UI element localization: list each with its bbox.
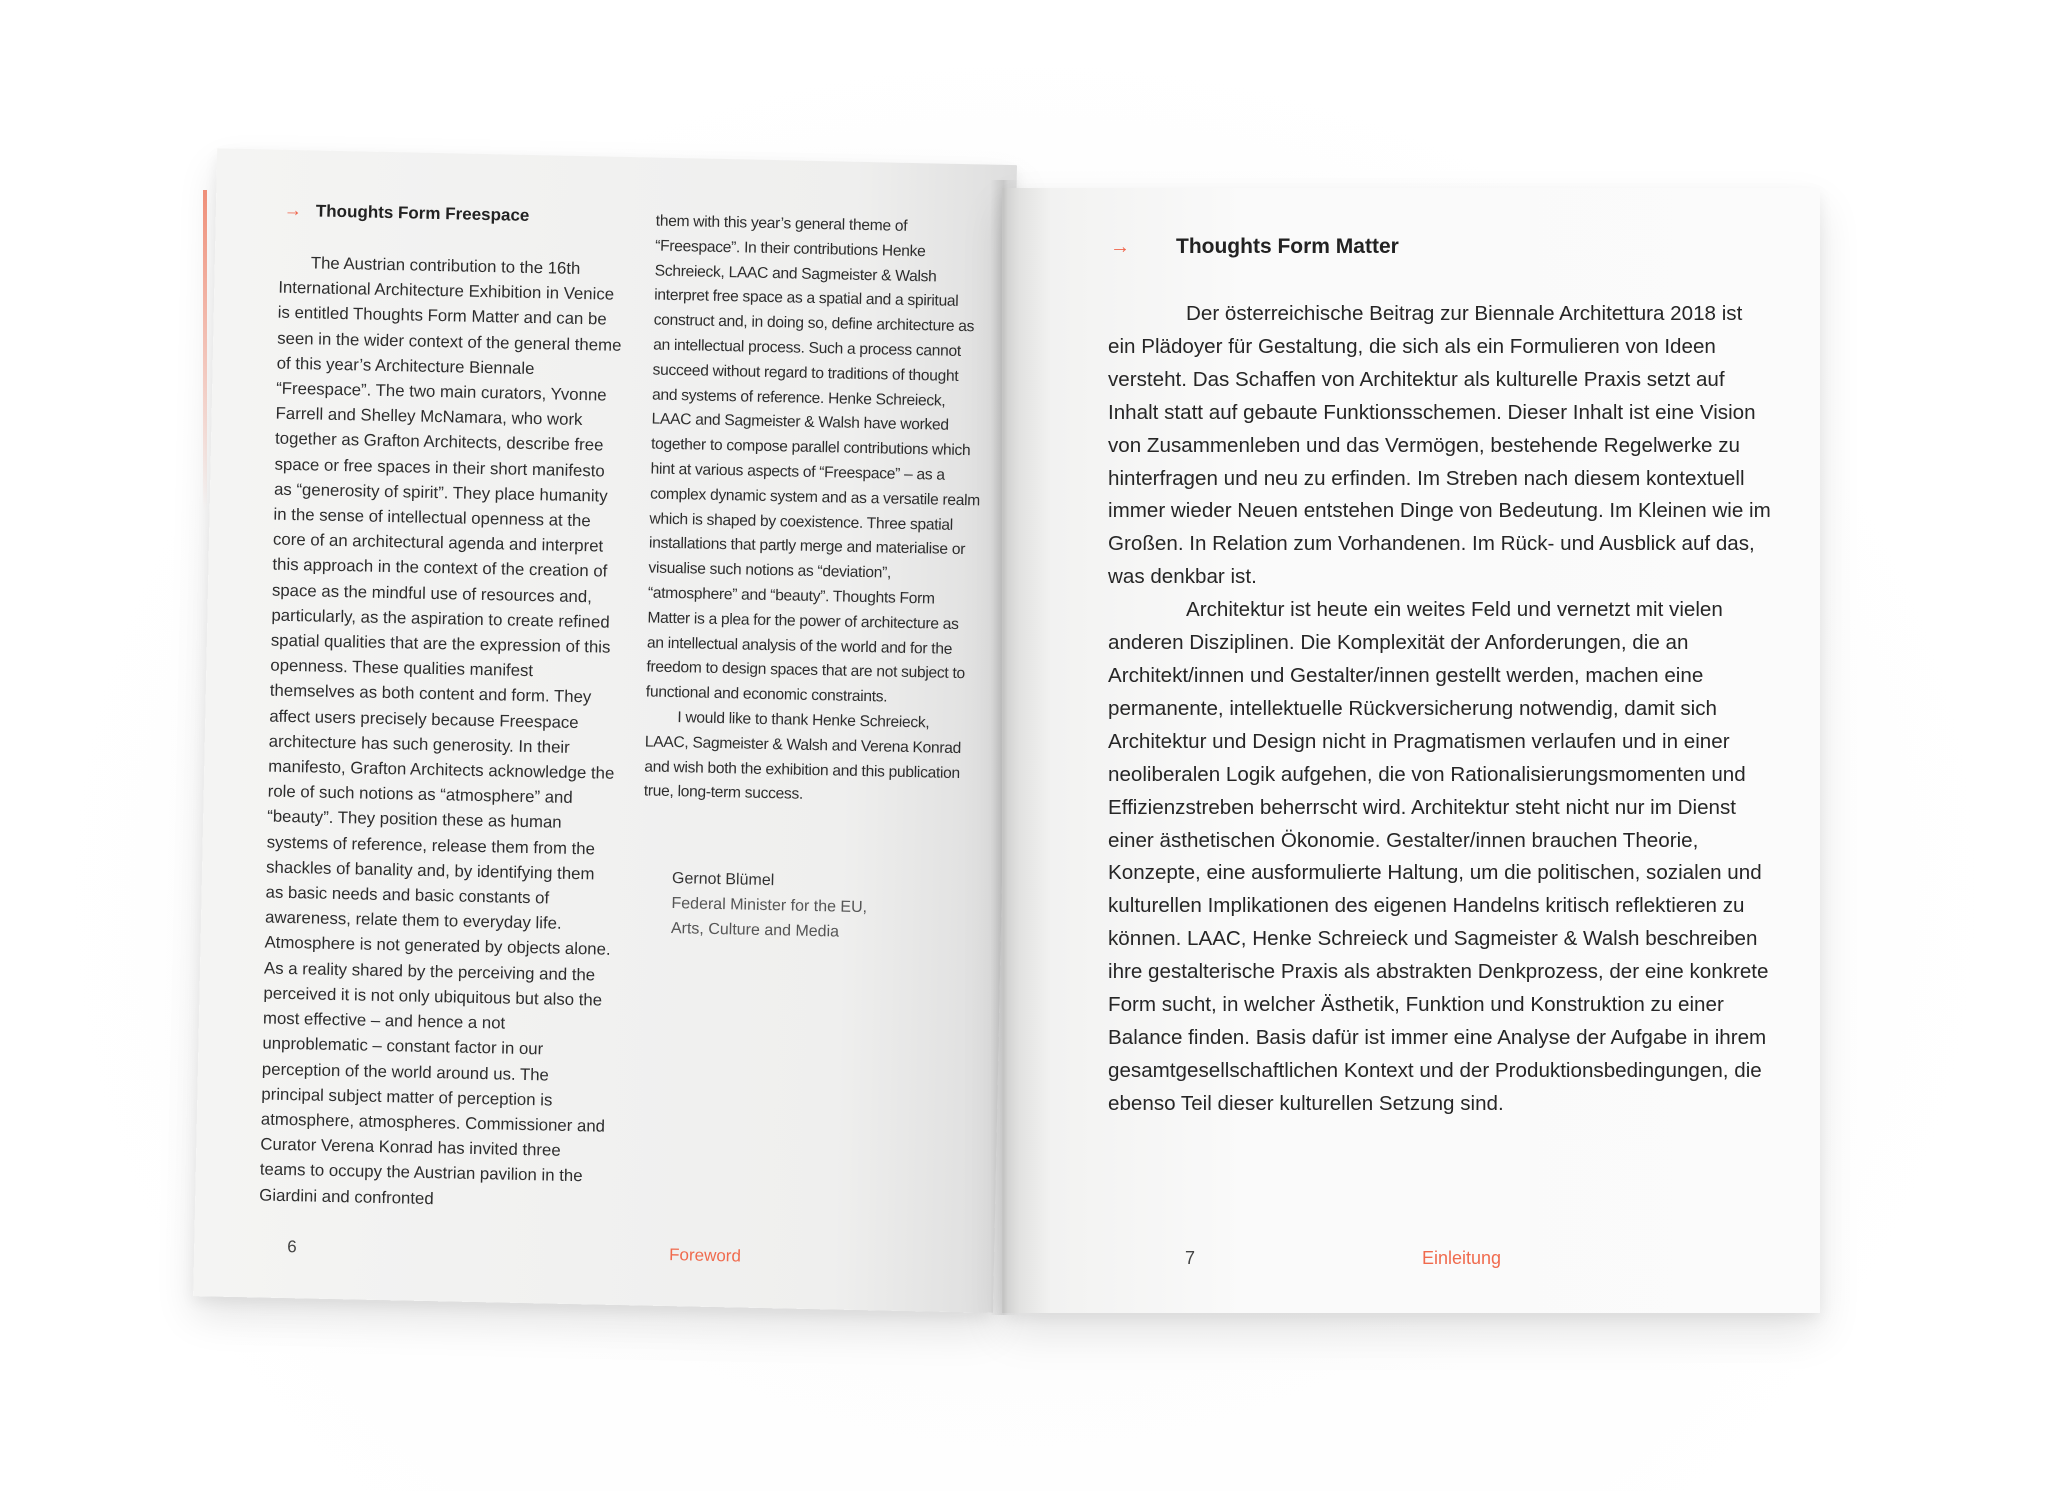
right-heading	[1110, 235, 1399, 259]
book-spine	[990, 180, 1020, 1315]
page-edge-accent	[203, 190, 207, 510]
left-col2-paragraph-1: them with this year’s general theme of “Freespace”. In their contributions Henke Schreieck, LAAC and Sagmeister & Walsh interpret free space as a spatial and a spiritual construct and, in doing so, define architecture as an intellectual process. Such a process cannot succeed without regard to traditions of thought and systems of reference. Henke Schreieck, LAAC and Sagmeister & Walsh have worked together to compose parallel contributions which hint at various aspects of “Freespace” – as a complex dynamic system and as a versatile realm which is shaped by coexistence. Three spatial installations that partly merge and materialise or visualise such notions as “deviation”, “atmosphere” and “beauty”. Thoughts Form Matter is a plea for the power of architecture as an intellectual analysis of the world and for the freedom to design spaces that are not subject to functional and economic constraints.	[645, 212, 981, 706]
left-heading-title: Thoughts Form Freespace	[315, 201, 530, 225]
left-col2-paragraph-2: I would like to thank Henke Schreieck, LAAC, Sagmeister & Walsh and Verena Konrad and wish both the exhibition and this publication true, long-term success.	[643, 709, 962, 804]
arrow-right-icon: →	[1110, 236, 1130, 258]
left-col1-paragraph: The Austrian contribution to the 16th International Architecture Exhibition in Venice is entitled Thoughts Form Matter and can be seen in the wider context of the general theme of this year’s Architecture Biennale “Freespace”. The two main curators, Yvonne Farrell and Shelley McNamara, who work together as Grafton Architects, describe free space or free spaces in their short manifesto as “generosity of spirit”. They place humanity in the sense of intellectual openness at the core of an architectural agenda and interpret this approach in the context of the creation of space as the mindful use of resources and, particularly, as the aspiration to create refined spatial qualities that are the expression of this openness. These qualities manifest themselves as both content and form. They affect users precisely because Freespace architecture has such generosity. In their manifesto, Grafton Architects acknowledge the role of such notions as “atmosphere” and “beauty”. They position these as human systems of reference, release them from the shackles of banality and, by identifying them as basic needs and basic constants of awareness, relate them to everyday life. Atmosphere is not generated by objects alone. As a reality shared by the perceiving and the perceived it is not only ubiquitous but also the most effective – and hence a not unproblematic – constant factor in our perception of the world around us. The principal subject matter of perception is atmosphere, atmospheres. Commissioner and Curator Verena Konrad has invited three teams to occupy the Austrian pavilion in the Giardini and confronted	[259, 253, 622, 1208]
left-heading	[284, 200, 530, 226]
right-page	[1002, 188, 1820, 1313]
left-page-number: 6	[287, 1237, 297, 1257]
signature-block	[671, 866, 868, 945]
right-paragraph-1: Der österreichische Beitrag zur Biennale Architettura 2018 ist ein Plädoyer für Gestaltung, die sich als ein Formulieren von Ideen versteht. Das Schaffen von Architektur als kulturelle Praxis setzt auf Inhalt statt auf gebaute Funktionsschemen. Dieser Inhalt ist eine Vision von Zusammenleben und das Vermögen, bestehende Regelwerke zu hinterfragen und neu zu erfinden. Im Streben nach diesem kontextuell immer wieder Neuen entstehen Dinge von Bedeutung. Im Kleinen wie im Großen. In Relation zum Vorhandenen. Im Rück- und Ausblick auf das, was denkbar ist.	[1108, 302, 1771, 589]
right-heading-title: Thoughts Form Matter	[1176, 235, 1399, 258]
right-page-number: 7	[1185, 1248, 1196, 1268]
signature-role-1: Federal Minister for the EU,	[671, 895, 868, 917]
left-page	[193, 148, 1017, 1313]
right-column	[1108, 298, 1773, 1121]
signature-name: Gernot Blümel	[671, 870, 775, 890]
left-column-2	[644, 210, 986, 812]
left-column-1	[259, 250, 627, 1215]
right-paragraph-2: Architektur ist heute ein weites Feld und vernetzt mit vielen anderen Disziplinen. Die Komplexität der Anforderungen, die an Architekt/innen und Gestalter/innen gestellt werden, machen eine permanente, intellektuelle Rückversicherung notwendig, damit sich Architektur und Design nicht in Pragmatismen verlaufen und in einer neoliberalen Logik aufgehen, die von Rationalisierungsmomenten und Effizienzstreben beherrscht wird. Architektur steht nicht nur im Dienst einer ästhetischen Ökonomie. Gestalter/innen brauchen Theorie, Konzepte, eine ausformulierte Haltung, um die politischen, sozialen und kulturellen Implikationen des eigenen Handelns kritisch reflektieren zu können. LAAC, Henke Schreieck und Sagmeister & Walsh beschreiben ihre gestalterische Praxis als abstrakten Denkprozess, der eine konkrete Form sucht, in welcher Ästhetik, Funktion und Konstruktion zu einer Balance finden. Basis dafür ist immer eine Analyse der Aufgabe in ihrem gesamtgesellschaftlichen Kontext und der Produktionsbedingungen, die ebenso Teil dieser kulturellen Setzung sind.	[1108, 598, 1769, 1115]
left-section-label: Foreword	[668, 1245, 742, 1266]
signature-role-2: Arts, Culture and Media	[670, 920, 840, 941]
right-section-label: Einleitung	[1422, 1248, 1502, 1268]
arrow-right-icon: →	[283, 199, 303, 221]
